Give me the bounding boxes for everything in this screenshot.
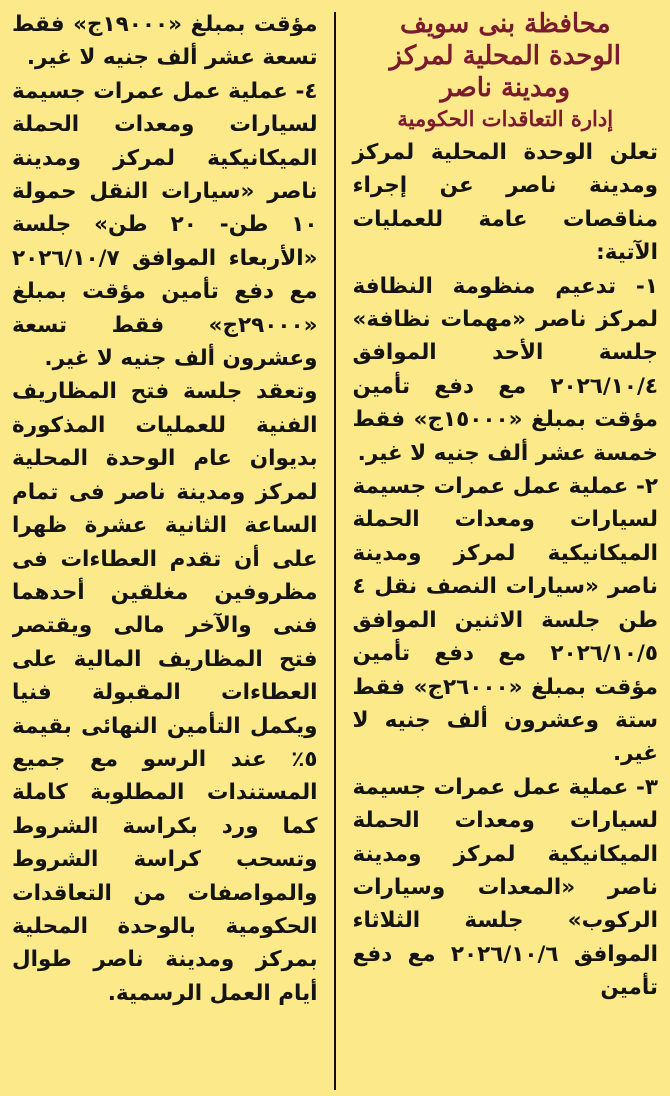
intro-paragraph: تعلن الوحدة المحلية لمركز ومدينة ناصر عن إجراء مناقصات عامة للعمليات الآتية: [352,140,658,266]
left-column [12,8,328,1090]
tender-item-2: ٢- عملية عمل عمرات جسيمة لسيارات ومعدات الحملة الميكانيكية لمركز ومدينة ناصر «سيارات النصف نقل ٤ طن جلسة الاثنين الموافق ٢٠٢٦/١٠/٥ مع دفع تأمين مؤقت بمبلغ «٢٦٠٠٠ج» فقط ستة وعشرون ألف جنيه لا غير. [352,474,658,767]
governorate-title: محافظة بنى سويف [399,9,611,39]
tender-item-4: ٤- عملية عمل عمرات جسيمة لسيارات ومعدات الحملة الميكانيكية لمركز ومدينة ناصر «سيارات النقل حمولة ١٠ طن- ٢٠ طن» جلسة «الأربعاء الموافق ٢٠٢٦/١٠/٧ مع دفع تأمين مؤقت بمبلغ «٢٩٠٠٠ج» فقط تسعة وعشرون ألف جنيه لا غير. [12,78,318,372]
local-unit-title-line1: الوحدة المحلية لمركز [389,41,621,71]
closing-paragraph: وتعقد جلسة فتح المظاريف الفنية للعمليات المذكورة بديوان عام الوحدة المحلية لمركز ومدينة ناصر فى تمام الساعة الثانية عشرة ظهرا على أن تقدم العطاءات فى مظروفين مغلقين أحدهما فنى والآخر مالى ويقتصر فتح المظاريف المالية على العطاءات المقبولة فنيا ويكمل التأمين النهائى بقيمة ٥٪ عند الرسو مع جميع المستندات المطلوبة كاملة كما ورد بكراسة الشروط وتسحب كراسة الشروط والمواصفات من التعاقدات الحكومية بالوحدة المحلية بمركز ومدينة ناصر طوال أيام العمل الرسمية. [12,379,318,1006]
local-unit-title-line2: ومدينة ناصر [440,73,571,103]
tender-item-1: ١- تدعيم منظومة النظافة لمركز ناصر «مهمات نظافة» جلسة الأحد الموافق ٢٠٢٦/١٠/٤ مع دفع تأمين مؤقت بمبلغ «١٥٠٠٠ج» فقط خمسة عشر ألف جنيه لا غير. [352,273,658,466]
tender-item-3-end: مؤقت بمبلغ «١٩٠٠٠ج» فقط تسعة عشر ألف جنيه لا غير. [12,12,318,71]
department-title: إدارة التعاقدات الحكومية [397,106,614,131]
right-column [342,8,658,1090]
tender-item-3-start: ٣- عملية عمل عمرات جسيمة لسيارات ومعدات الحملة الميكانيكية لمركز ومدينة ناصر «المعدات وسيارات الركوب» جلسة الثلاثاء الموافق ٢٠٢٦/١٠/٦ مع دفع تأمين [352,774,658,1001]
column-divider [334,12,337,1090]
